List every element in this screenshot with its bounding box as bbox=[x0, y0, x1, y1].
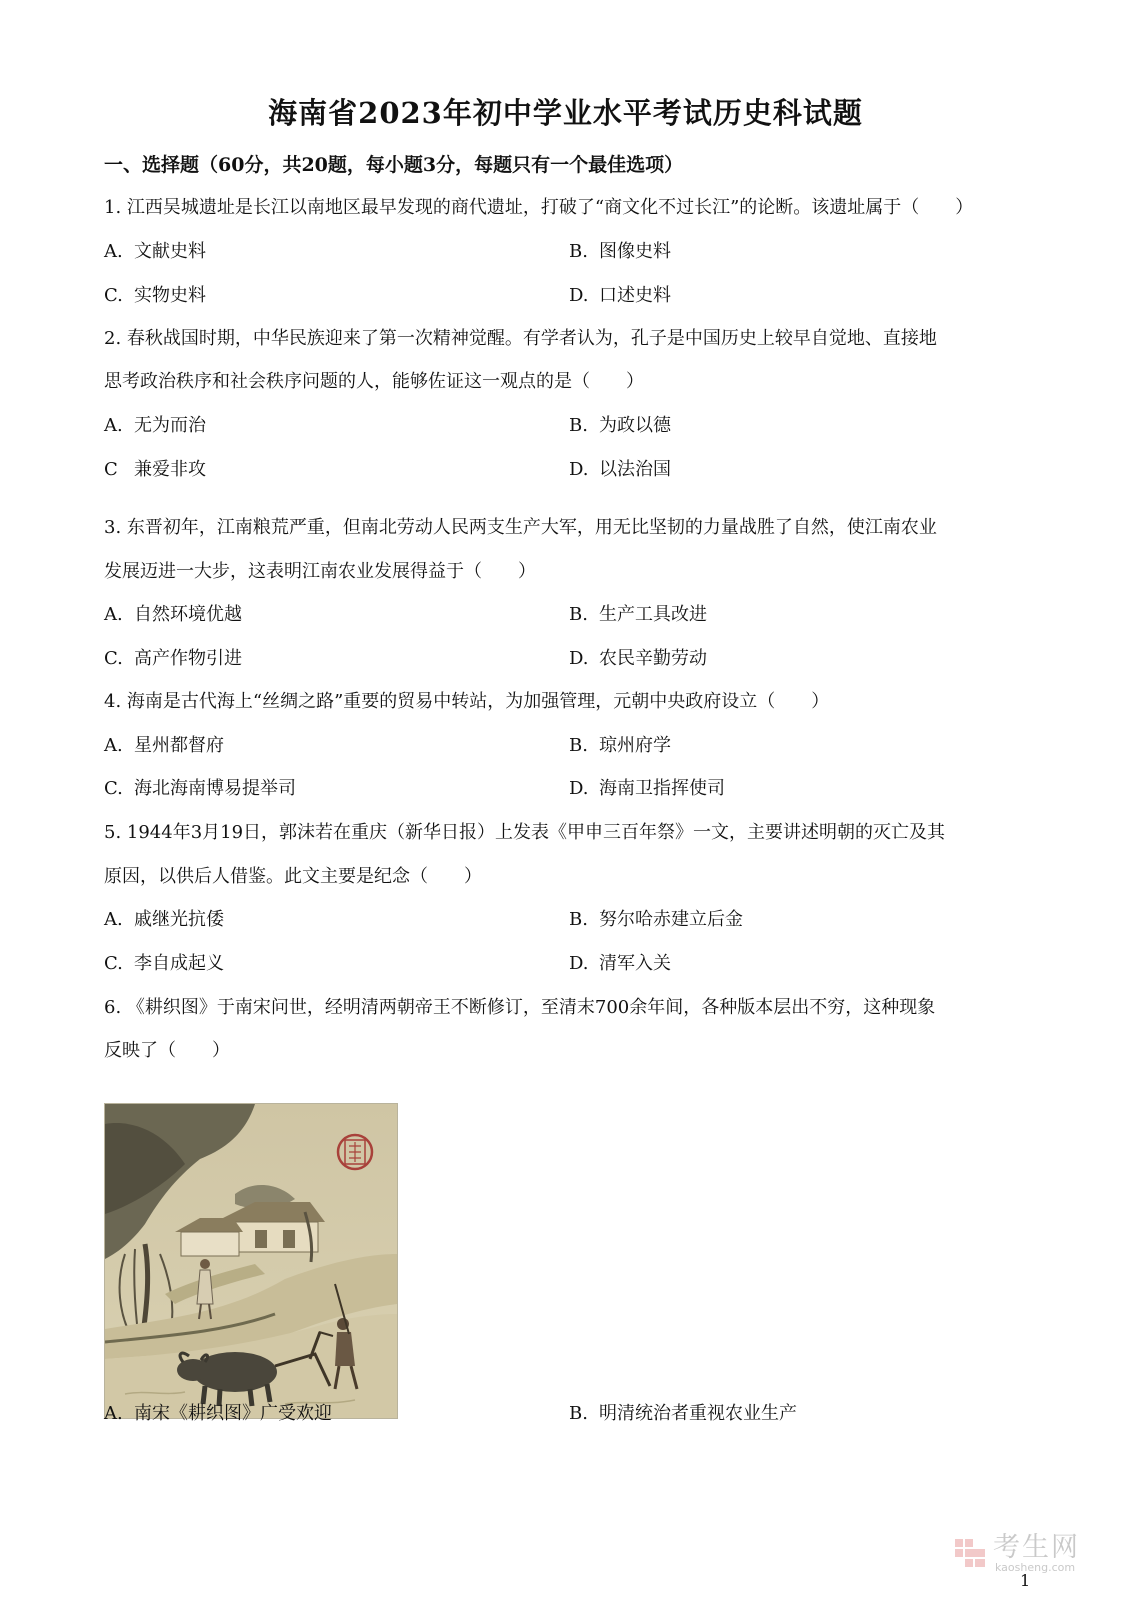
section-heading: 一、选择题（60分，共20题，每小题3分，每题只有一个最佳选项） bbox=[104, 154, 684, 176]
option-letter: A. bbox=[104, 735, 123, 756]
question-6-line-1: 6. 《耕织图》于南宋问世，经明清两朝帝王不断修订，至清末700余年间，各种版本层出不穷，这种现象 bbox=[104, 997, 936, 1018]
q3-option-a bbox=[104, 601, 242, 629]
q4-option-c bbox=[104, 775, 296, 803]
option-letter: A. bbox=[104, 415, 123, 436]
kaosheng-watermark bbox=[953, 1533, 1113, 1573]
option-text: 海北海南博易提举司 bbox=[134, 778, 296, 799]
option-text: 为政以德 bbox=[599, 415, 671, 436]
option-text: 口述史料 bbox=[599, 285, 671, 306]
q4-option-a bbox=[104, 732, 224, 760]
option-letter: D. bbox=[569, 459, 589, 480]
option-letter: B. bbox=[569, 1403, 588, 1424]
question-2-line-1: 2. 春秋战国时期，中华民族迎来了第一次精神觉醒。有学者认为，孔子是中国历史上较早自觉地、直接地 bbox=[104, 328, 937, 349]
option-letter: A. bbox=[104, 1403, 123, 1424]
option-letter: A. bbox=[104, 909, 123, 930]
q6-option-b bbox=[569, 1400, 797, 1428]
option-letter: C bbox=[104, 459, 118, 480]
kaosheng-logo-icon bbox=[953, 1535, 987, 1569]
option-text: 以法治国 bbox=[599, 459, 671, 480]
q5-option-b bbox=[569, 906, 743, 934]
page-number: 1 bbox=[1020, 1571, 1031, 1590]
question-6-line-2: 反映了（ ） bbox=[104, 1040, 230, 1061]
question-2-line-2: 思考政治秩序和社会秩序问题的人，能够佐证这一观点的是（ ） bbox=[104, 371, 644, 392]
option-letter: A. bbox=[104, 241, 123, 262]
option-text: 自然环境优越 bbox=[134, 604, 242, 625]
option-text: 图像史料 bbox=[599, 241, 671, 262]
option-letter: C. bbox=[104, 648, 123, 669]
question-1-line: 1. 江西吴城遗址是长江以南地区最早发现的商代遗址，打破了“商文化不过长江”的论断。该遗址属于（ ） bbox=[104, 197, 974, 218]
painting-artwork bbox=[105, 1104, 397, 1418]
option-text: 琼州府学 bbox=[599, 735, 671, 756]
question-4-line: 4. 海南是古代海上“丝绸之路”重要的贸易中转站，为加强管理，元朝中央政府设立（ ） bbox=[104, 691, 830, 712]
option-text: 生产工具改进 bbox=[599, 604, 707, 625]
option-letter: C. bbox=[104, 285, 123, 306]
option-text: 文献史料 bbox=[134, 241, 206, 262]
option-text: 戚继光抗倭 bbox=[134, 909, 224, 930]
q1-option-b bbox=[569, 238, 671, 266]
watermark-cn-text: 考生网 bbox=[993, 1532, 1080, 1563]
option-text: 清军入关 bbox=[599, 953, 671, 974]
q3-option-c bbox=[104, 645, 242, 673]
option-text: 李自成起义 bbox=[134, 953, 224, 974]
q4-option-b bbox=[569, 732, 671, 760]
q3-option-d bbox=[569, 645, 707, 673]
question-3-line-2: 发展迈进一大步，这表明江南农业发展得益于（ ） bbox=[104, 561, 536, 582]
q2-option-c bbox=[104, 456, 206, 484]
option-text: 高产作物引进 bbox=[134, 648, 242, 669]
q5-option-c bbox=[104, 950, 224, 978]
gengzhitu-painting bbox=[104, 1103, 398, 1419]
q5-option-d bbox=[569, 950, 671, 978]
option-text: 明清统治者重视农业生产 bbox=[599, 1403, 797, 1424]
option-text: 星州都督府 bbox=[134, 735, 224, 756]
option-letter: B. bbox=[569, 604, 588, 625]
option-text: 无为而治 bbox=[134, 415, 206, 436]
q4-option-d bbox=[569, 775, 725, 803]
option-text: 农民辛勤劳动 bbox=[599, 648, 707, 669]
exam-title: 海南省2023年初中学业水平考试历史科试题 bbox=[268, 96, 863, 130]
option-letter: C. bbox=[104, 778, 123, 799]
option-text: 努尔哈赤建立后金 bbox=[599, 909, 743, 930]
q1-option-a bbox=[104, 238, 206, 266]
q2-option-a bbox=[104, 412, 206, 440]
q5-option-a bbox=[104, 906, 224, 934]
q1-option-d bbox=[569, 282, 671, 310]
option-letter: C. bbox=[104, 953, 123, 974]
option-text: 南宋《耕织图》广受欢迎 bbox=[134, 1403, 332, 1424]
question-3-line-1: 3. 东晋初年，江南粮荒严重，但南北劳动人民两支生产大军，用无比坚韧的力量战胜了自然，使江南农业 bbox=[104, 517, 937, 538]
option-letter: D. bbox=[569, 285, 589, 306]
option-letter: B. bbox=[569, 415, 588, 436]
option-text: 海南卫指挥使司 bbox=[599, 778, 725, 799]
option-letter: B. bbox=[569, 909, 588, 930]
q6-option-a bbox=[104, 1400, 332, 1428]
option-letter: D. bbox=[569, 953, 589, 974]
q2-option-b bbox=[569, 412, 671, 440]
option-letter: D. bbox=[569, 648, 589, 669]
option-letter: B. bbox=[569, 241, 588, 262]
watermark-en-text: kaosheng.com bbox=[995, 1561, 1076, 1574]
option-letter: D. bbox=[569, 778, 589, 799]
option-letter: A. bbox=[104, 604, 123, 625]
option-text: 兼爱非攻 bbox=[134, 459, 206, 480]
option-letter: B. bbox=[569, 735, 588, 756]
q3-option-b bbox=[569, 601, 707, 629]
question-5-line-1: 5. 1944年3月19日，郭沫若在重庆（新华日报）上发表《甲申三百年祭》一文，主要讲述明朝的灭亡及其 bbox=[104, 822, 946, 843]
option-text: 实物史料 bbox=[134, 285, 206, 306]
q1-option-c bbox=[104, 282, 206, 310]
q2-option-d bbox=[569, 456, 671, 484]
question-5-line-2: 原因，以供后人借鉴。此文主要是纪念（ ） bbox=[104, 866, 482, 887]
